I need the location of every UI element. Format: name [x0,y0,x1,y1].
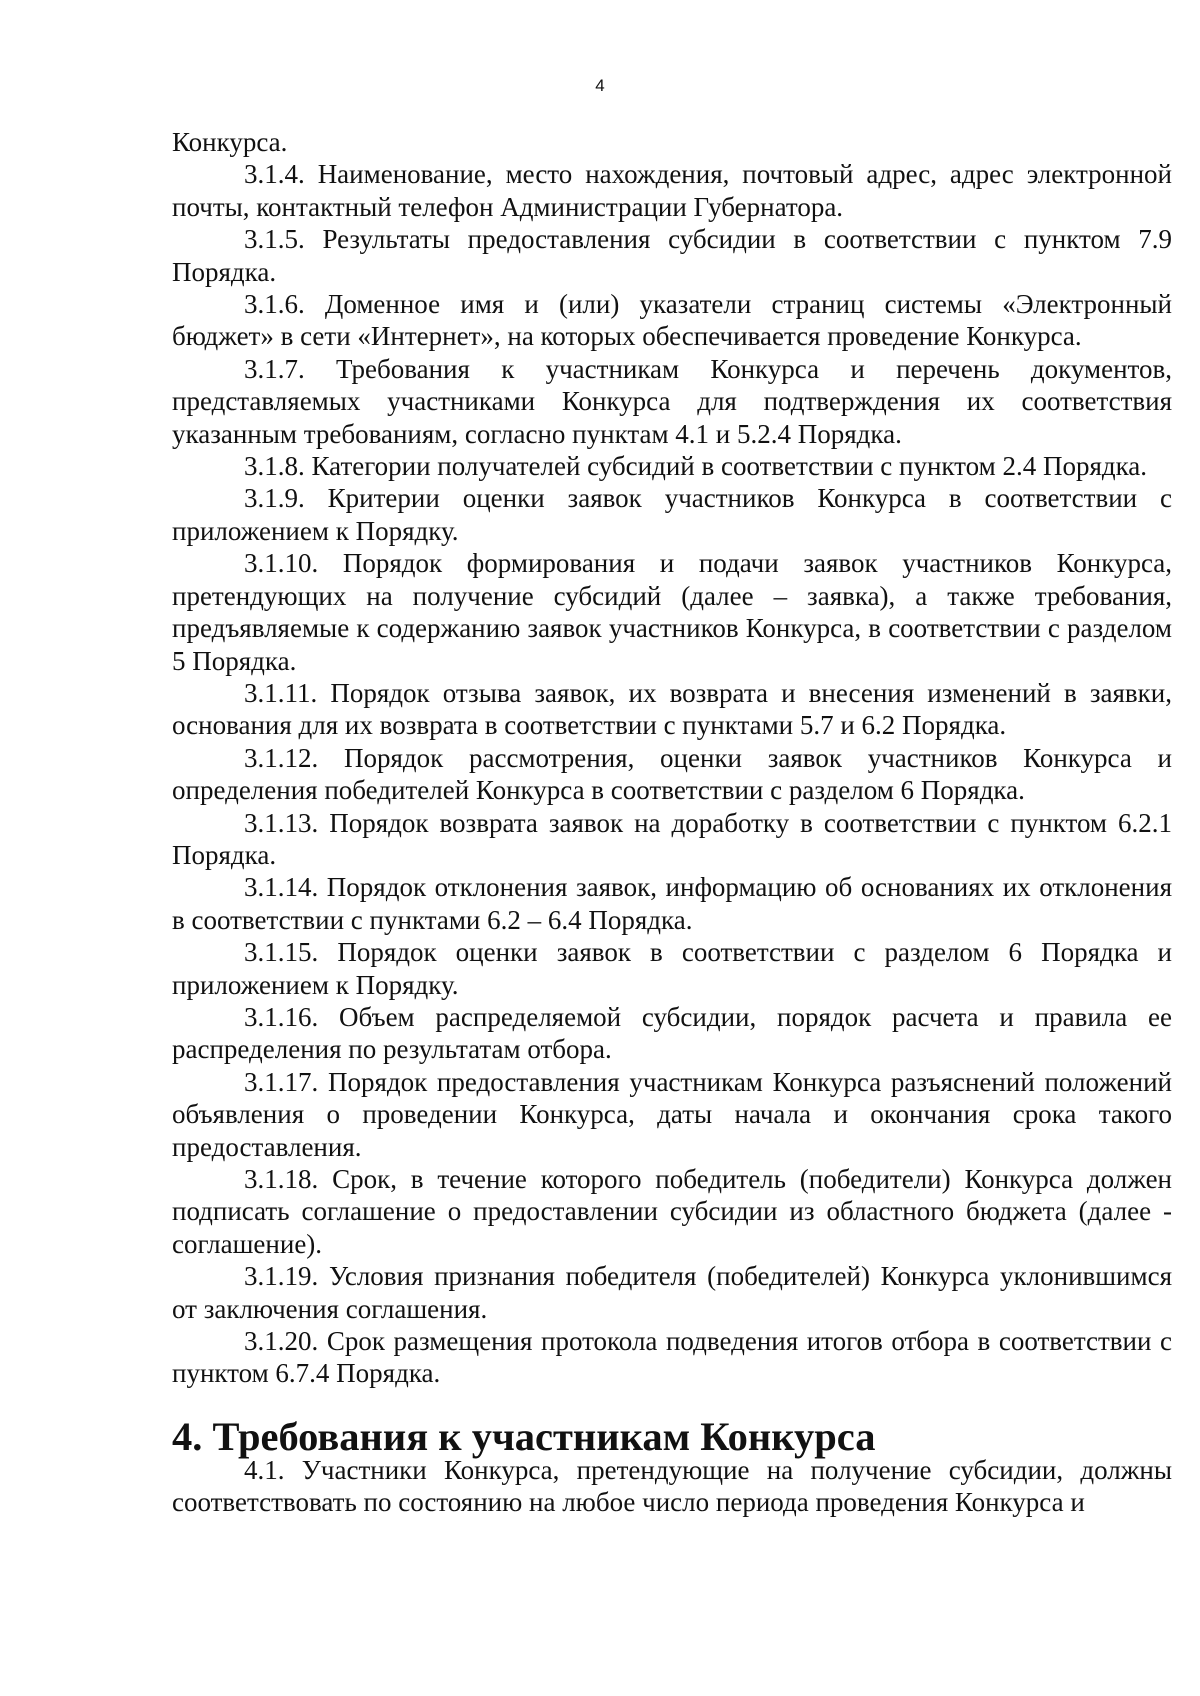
paragraph-3-1-11: 3.1.11. Порядок отзыва заявок, их возврата и внесения изменений в заявки, основания для их возврата в соответствии с пунктами 5.7 и 6.2 Порядка. [172,677,1172,741]
paragraph-3-1-16: 3.1.16. Объем распределяемой субсидии, порядок расчета и правила ее распределения по результатам отбора. [172,1001,1172,1065]
section-heading: 4. Требования к участникам Конкурса [172,1413,876,1459]
paragraph-3-1-12: 3.1.12. Порядок рассмотрения, оценки заявок участников Конкурса и определения победителей Конкурса в соответствии с разделом 6 Порядка. [172,742,1172,806]
paragraph-3-1-7: 3.1.7. Требования к участникам Конкурса и перечень документов, представляемых участниками Конкурса для подтверждения их соответствия указанным требованиям, согласно пунктам 4.1 и 5.2.4 Порядка. [172,353,1172,449]
paragraph-3-1-15: 3.1.15. Порядок оценки заявок в соответствии с разделом 6 Порядка и приложением к Порядку. [172,937,1172,1000]
paragraph-3-1-13: 3.1.13. Порядок возврата заявок на доработку в соответствии с пунктом 6.2.1 Порядка. [172,807,1172,870]
paragraph-3-1-6: 3.1.6. Доменное имя и (или) указатели страниц системы «Электронный бюджет» в сети «Интернет», на которых обеспечивается проведение Конкурса. [172,289,1172,352]
paragraph-continuation: Конкурса. [172,127,288,157]
paragraph-3-1-18: 3.1.18. Срок, в течение которого победитель (победители) Конкурса должен подписать соглашение о предоставлении субсидии из областного бюджета (далее - соглашение). [172,1164,1172,1259]
page-number: 4 [595,76,605,95]
paragraph-3-1-9: 3.1.9. Критерии оценки заявок участников Конкурса в соответствии с приложением к Порядку. [172,483,1172,546]
paragraph-3-1-5: 3.1.5. Результаты предоставления субсидии в соответствии с пунктом 7.9 Порядка. [172,224,1172,287]
paragraph-3-1-20: 3.1.20. Срок размещения протокола подведения итогов отбора в соответствии с пунктом 6.7.4 Порядка. [172,1326,1172,1389]
paragraph-3-1-19: 3.1.19. Условия признания победителя (победителей) Конкурса уклонившимся от заключения соглашения. [172,1261,1172,1324]
paragraph-3-1-4: 3.1.4. Наименование, место нахождения, почтовый адрес, адрес электронной почты, контактный телефон Администрации Губернатора. [172,159,1172,222]
paragraph-3-1-10: 3.1.10. Порядок формирования и подачи заявок участников Конкурса, претендующих на получение субсидий (далее – заявка), а также требования, предъявляемые к содержанию заявок участников Конкурса, в соответствии с разделом 5 Порядка. [172,548,1172,676]
paragraph-4-1: 4.1. Участники Конкурса, претендующие на получение субсидии, должны соответствовать по состоянию на любое число периода проведения Конкурса и [172,1454,1172,1518]
paragraph-3-1-8: 3.1.8. Категории получателей субсидий в соответствии с пунктом 2.4 Порядка. [244,451,1148,482]
document-body [172,126,1172,1519]
paragraph-3-1-14: 3.1.14. Порядок отклонения заявок, информацию об основаниях их отклонения в соответствии с пунктами 6.2 – 6.4 Порядка. [172,872,1172,935]
paragraph-3-1-17: 3.1.17. Порядок предоставления участникам Конкурса разъяснений положений объявления о проведении Конкурса, даты начала и окончания срока такого предоставления. [172,1066,1172,1162]
